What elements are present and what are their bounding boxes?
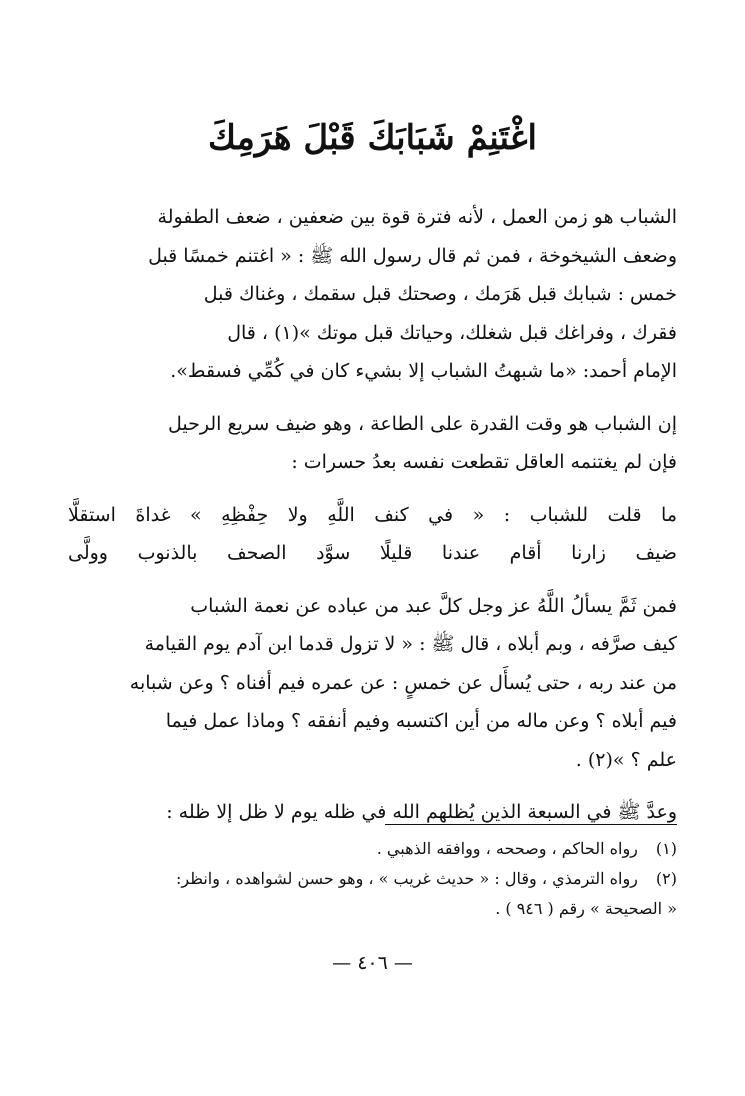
text-line: فقرك ، وفراغك قبل شغلك، وحياتك قبل موتك »(١) ، قال [227,321,677,344]
footnote [68,864,677,924]
poem [68,496,677,573]
page-title: اغْتَنِمْ شَبَابَكَ قَبْلَ هَرَمِكَ [208,118,537,158]
footnote-divider [385,824,677,825]
footnote-number: (١) [655,839,677,858]
poem-verse: ما قلت للشباب : « في كنف اللَّهِ ولا حِفْظِهِ » غداةَ استقلَّا [68,503,677,526]
text-line: فإن لم يغتنمه العاقل تقطعت نفسه بعدُ حسرات : [291,451,677,473]
text-line: وعدَّ ﷺ في السبعة الذين يُظلهم الله في ظله يوم لا ظل إلا ظله : [166,801,677,823]
paragraph [68,198,677,391]
text-line: كيف صرَّفه ، وبم أبلاه ، قال ﷺ : « لا تزول قدما ابن آدم يوم القيامة [144,633,677,655]
page-number: — ٤٠٦ — [332,952,413,974]
text-line: الإمام أحمد: «ما شبهتُ الشباب إلا بشيء كان في كُمِّي فسقط». [170,360,677,382]
footnote-text: « الصحيحة » رقم ( ٩٤٦ ) . [495,899,677,918]
paragraph [68,587,677,780]
footnote-number: (٢) [655,869,677,888]
text-line: فيم أبلاه ؟ وعن ماله من أين اكتسبه وفيم أنفقه ؟ وماذا عمل فيما [165,710,677,732]
text-line: وضعف الشيخوخة ، فمن ثم قال رسول الله ﷺ : « اغتنم خمسًا قبل [148,244,677,267]
paragraph [68,793,677,832]
text-line: علم ؟ »(٢) . [575,748,677,771]
footnote [68,834,677,864]
main-text [68,198,677,846]
paragraph [68,405,677,482]
text-line: فمن ثَمَّ يسألُ اللَّهُ عز وجل كلَّ عبد من عباده عن نعمة الشباب [190,594,677,617]
footnote-text: رواه الحاكم ، وصححه ، ووافقه الذهبي . [376,839,638,858]
text-line: من عند ربه ، حتى يُسأَل عن خمسٍ : عن عمره فيم أفناه ؟ وعن شبابه [129,671,677,694]
text-line: الشباب هو زمن العمل ، لأنه فترة قوة بين ضعفين ، ضعف الطفولة [157,206,677,228]
text-line: خمس : شبابك قبل هَرَمك ، وصحتك قبل سقمك ، وغناك قبل [203,283,677,305]
footnote-text: رواه الترمذي ، وقال : « حديث غريب » ، وهو حسن لشواهده ، وانظر: [175,869,638,888]
poem-verse: ضيف زارنا أقام عندنا قليلًا سوَّد الصحف بالذنوب وولَّى [68,542,677,564]
footnotes [68,834,677,924]
text-line: إن الشباب هو وقت القدرة على الطاعة ، وهو ضيف سريع الرحيل [168,412,677,435]
